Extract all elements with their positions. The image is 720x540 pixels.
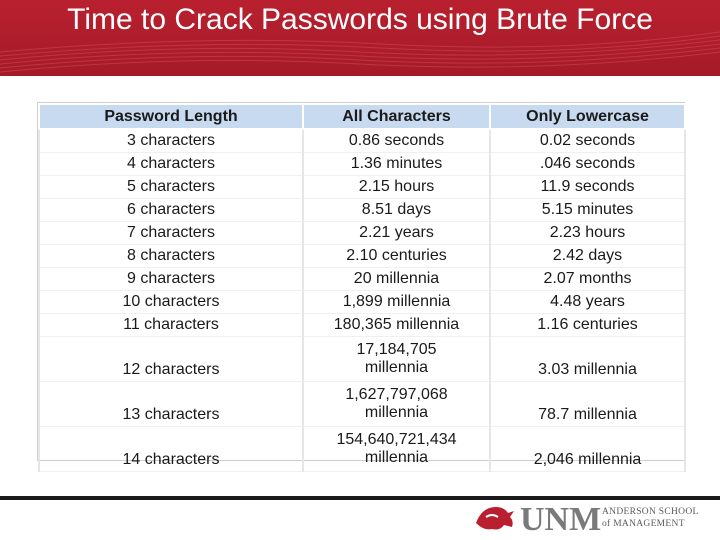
cell-password-length: 13 characters	[39, 382, 303, 427]
crack-time-table	[38, 103, 686, 472]
column-header-all-characters: All Characters	[303, 104, 490, 129]
logo-school-line2: of MANAGEMENT	[602, 519, 685, 529]
cell-only-lowercase: 0.02 seconds	[490, 129, 685, 153]
table-row	[39, 176, 685, 199]
cell-password-length: 4 characters	[39, 153, 303, 176]
cell-password-length: 10 characters	[39, 291, 303, 314]
table-row	[39, 153, 685, 176]
table-row	[39, 199, 685, 222]
cell-all-characters-line1: 17,184,705	[356, 341, 437, 358]
cell-only-lowercase: 1.16 centuries	[490, 314, 685, 337]
cell-all-characters-line2: millennia	[364, 404, 429, 421]
cell-password-length: 9 characters	[39, 268, 303, 291]
cell-all-characters: 20 millennia	[303, 268, 490, 291]
cell-all-characters: 180,365 millennia	[303, 314, 490, 337]
logo-school-name	[602, 506, 699, 530]
logo-unm-text: UNM	[520, 501, 602, 538]
table-row	[39, 268, 685, 291]
table-row	[39, 245, 685, 268]
cell-only-lowercase: 3.03 millennia	[490, 337, 685, 382]
unm-anderson-logo	[470, 500, 715, 538]
table-row	[39, 314, 685, 337]
cell-all-characters: 8.51 days	[303, 199, 490, 222]
cell-password-length: 5 characters	[39, 176, 303, 199]
cell-all-characters	[303, 427, 490, 472]
cell-only-lowercase: 78.7 millennia	[490, 382, 685, 427]
table-row	[39, 222, 685, 245]
cell-password-length: 7 characters	[39, 222, 303, 245]
column-header-only-lowercase: Only Lowercase	[490, 104, 685, 129]
cell-password-length: 6 characters	[39, 199, 303, 222]
cell-all-characters-line2: millennia	[364, 449, 429, 466]
cell-all-characters: 0.86 seconds	[303, 129, 490, 153]
cell-only-lowercase: 4.48 years	[490, 291, 685, 314]
cell-all-characters	[303, 337, 490, 382]
logo-school-line1: ANDERSON SCHOOL	[602, 507, 699, 517]
cell-password-length: 11 characters	[39, 314, 303, 337]
cell-all-characters	[303, 382, 490, 427]
cell-only-lowercase: 2.07 months	[490, 268, 685, 291]
cell-only-lowercase: 2.23 hours	[490, 222, 685, 245]
unm-lobo-mark-icon	[474, 503, 518, 535]
cell-all-characters: 2.21 years	[303, 222, 490, 245]
table-row	[39, 382, 685, 427]
cell-all-characters: 1.36 minutes	[303, 153, 490, 176]
cell-all-characters: 2.10 centuries	[303, 245, 490, 268]
cell-password-length: 14 characters	[39, 427, 303, 472]
slide-title: Time to Crack Passwords using Brute Force	[67, 3, 653, 36]
table-row	[39, 337, 685, 382]
cell-password-length: 12 characters	[39, 337, 303, 382]
cell-only-lowercase: 5.15 minutes	[490, 199, 685, 222]
crack-time-table-container	[37, 102, 685, 468]
column-header-password-length: Password Length	[39, 104, 303, 129]
cell-only-lowercase: 2.42 days	[490, 245, 685, 268]
table-header-row	[39, 104, 685, 129]
cell-only-lowercase: 2,046 millennia	[490, 427, 685, 472]
cell-only-lowercase: 11.9 seconds	[490, 176, 685, 199]
cell-all-characters-line2: millennia	[364, 359, 429, 376]
title-band	[0, 0, 720, 76]
cell-only-lowercase: .046 seconds	[490, 153, 685, 176]
cell-password-length: 3 characters	[39, 129, 303, 153]
table-row	[39, 427, 685, 472]
table-row	[39, 129, 685, 153]
cell-all-characters: 2.15 hours	[303, 176, 490, 199]
cell-all-characters-line1: 1,627,797,068	[345, 386, 448, 403]
table-row	[39, 291, 685, 314]
cell-all-characters: 1,899 millennia	[303, 291, 490, 314]
cell-all-characters-line1: 154,640,721,434	[336, 431, 457, 448]
cell-password-length: 8 characters	[39, 245, 303, 268]
